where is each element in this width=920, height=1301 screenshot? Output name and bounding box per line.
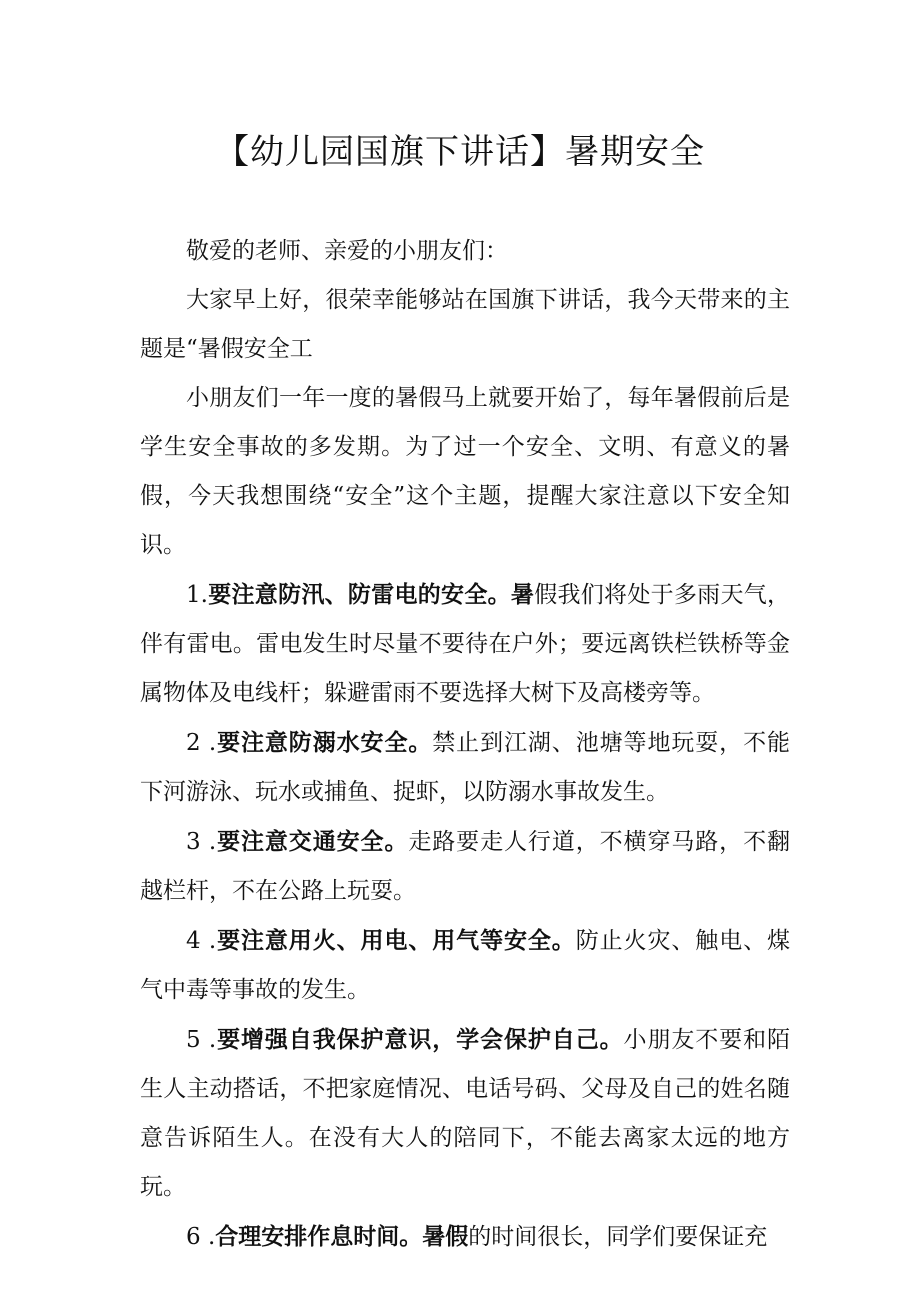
item-heading: 要注意防汛、防雷电的安全。暑 [207, 581, 535, 608]
item-heading: 要注意用火、用电、用气等安全。 [216, 927, 576, 954]
item-text: 防止火灾、触电、煤气中毒等事故的发生。 [140, 928, 791, 1003]
item-text: 假我们将处于多雨天气，伴有雷电。雷电发生时尽量不要待在户外；要远离铁栏铁桥等金属物体及电线杆；躲避雷雨不要选择大树下及高楼旁等。 [140, 582, 791, 706]
safety-item-6 [140, 1212, 790, 1262]
item-heading: 要注意防溺水安全。 [216, 729, 433, 756]
safety-item-2 [140, 718, 790, 817]
document-body [140, 227, 790, 1262]
greeting-paragraph: 敬爱的老师、亲爱的小朋友们： [186, 238, 508, 264]
item-number: 6 . [186, 1224, 216, 1250]
document-title: 【幼儿园国旗下讲话】暑期安全 [215, 132, 705, 172]
safety-item-3 [140, 817, 790, 916]
item-number: 3 . [186, 829, 217, 855]
item-text: 走路要走人行道，不横穿马路，不翻越栏杆，不在公路上玩耍。 [140, 829, 791, 904]
item-number: 2 . [186, 730, 217, 756]
safety-item-4 [140, 916, 790, 1015]
item-text: 的时间很长，同学们要保证充 [468, 1224, 768, 1250]
item-number: 4 . [186, 928, 217, 954]
item-heading: 合理安排作息时间。暑假 [215, 1223, 469, 1250]
item-number: 1. [186, 582, 208, 608]
item-text: 禁止到江湖、池塘等地玩耍，不能下河游泳、玩水或捕鱼、捉虾，以防溺水事故发生。 [140, 730, 790, 805]
item-heading: 要注意交通安全。 [216, 828, 409, 855]
item-heading: 要增强自我保护意识，学会保护自己。 [216, 1026, 624, 1053]
safety-item-1 [140, 570, 790, 718]
safety-item-5 [140, 1015, 790, 1212]
intro-paragraph: 大家早上好，很荣幸能够站在国旗下讲话，我今天带来的主题是“暑假安全工 [140, 287, 790, 362]
overview-paragraph: 小朋友们一年一度的暑假马上就要开始了，每年暑假前后是学生安全事故的多发期。为了过一个安全、文明、有意义的暑假，今天我想围绕“安全”这个主题，提醒大家注意以下安全知识。 [140, 385, 790, 558]
item-number: 5 . [186, 1027, 217, 1053]
item-text: 小朋友不要和陌生人主动搭话，不把家庭情况、电话号码、父母及自己的姓名随意告诉陌生人。在没有大人的陪同下，不能去离家太远的地方玩。 [140, 1027, 791, 1200]
